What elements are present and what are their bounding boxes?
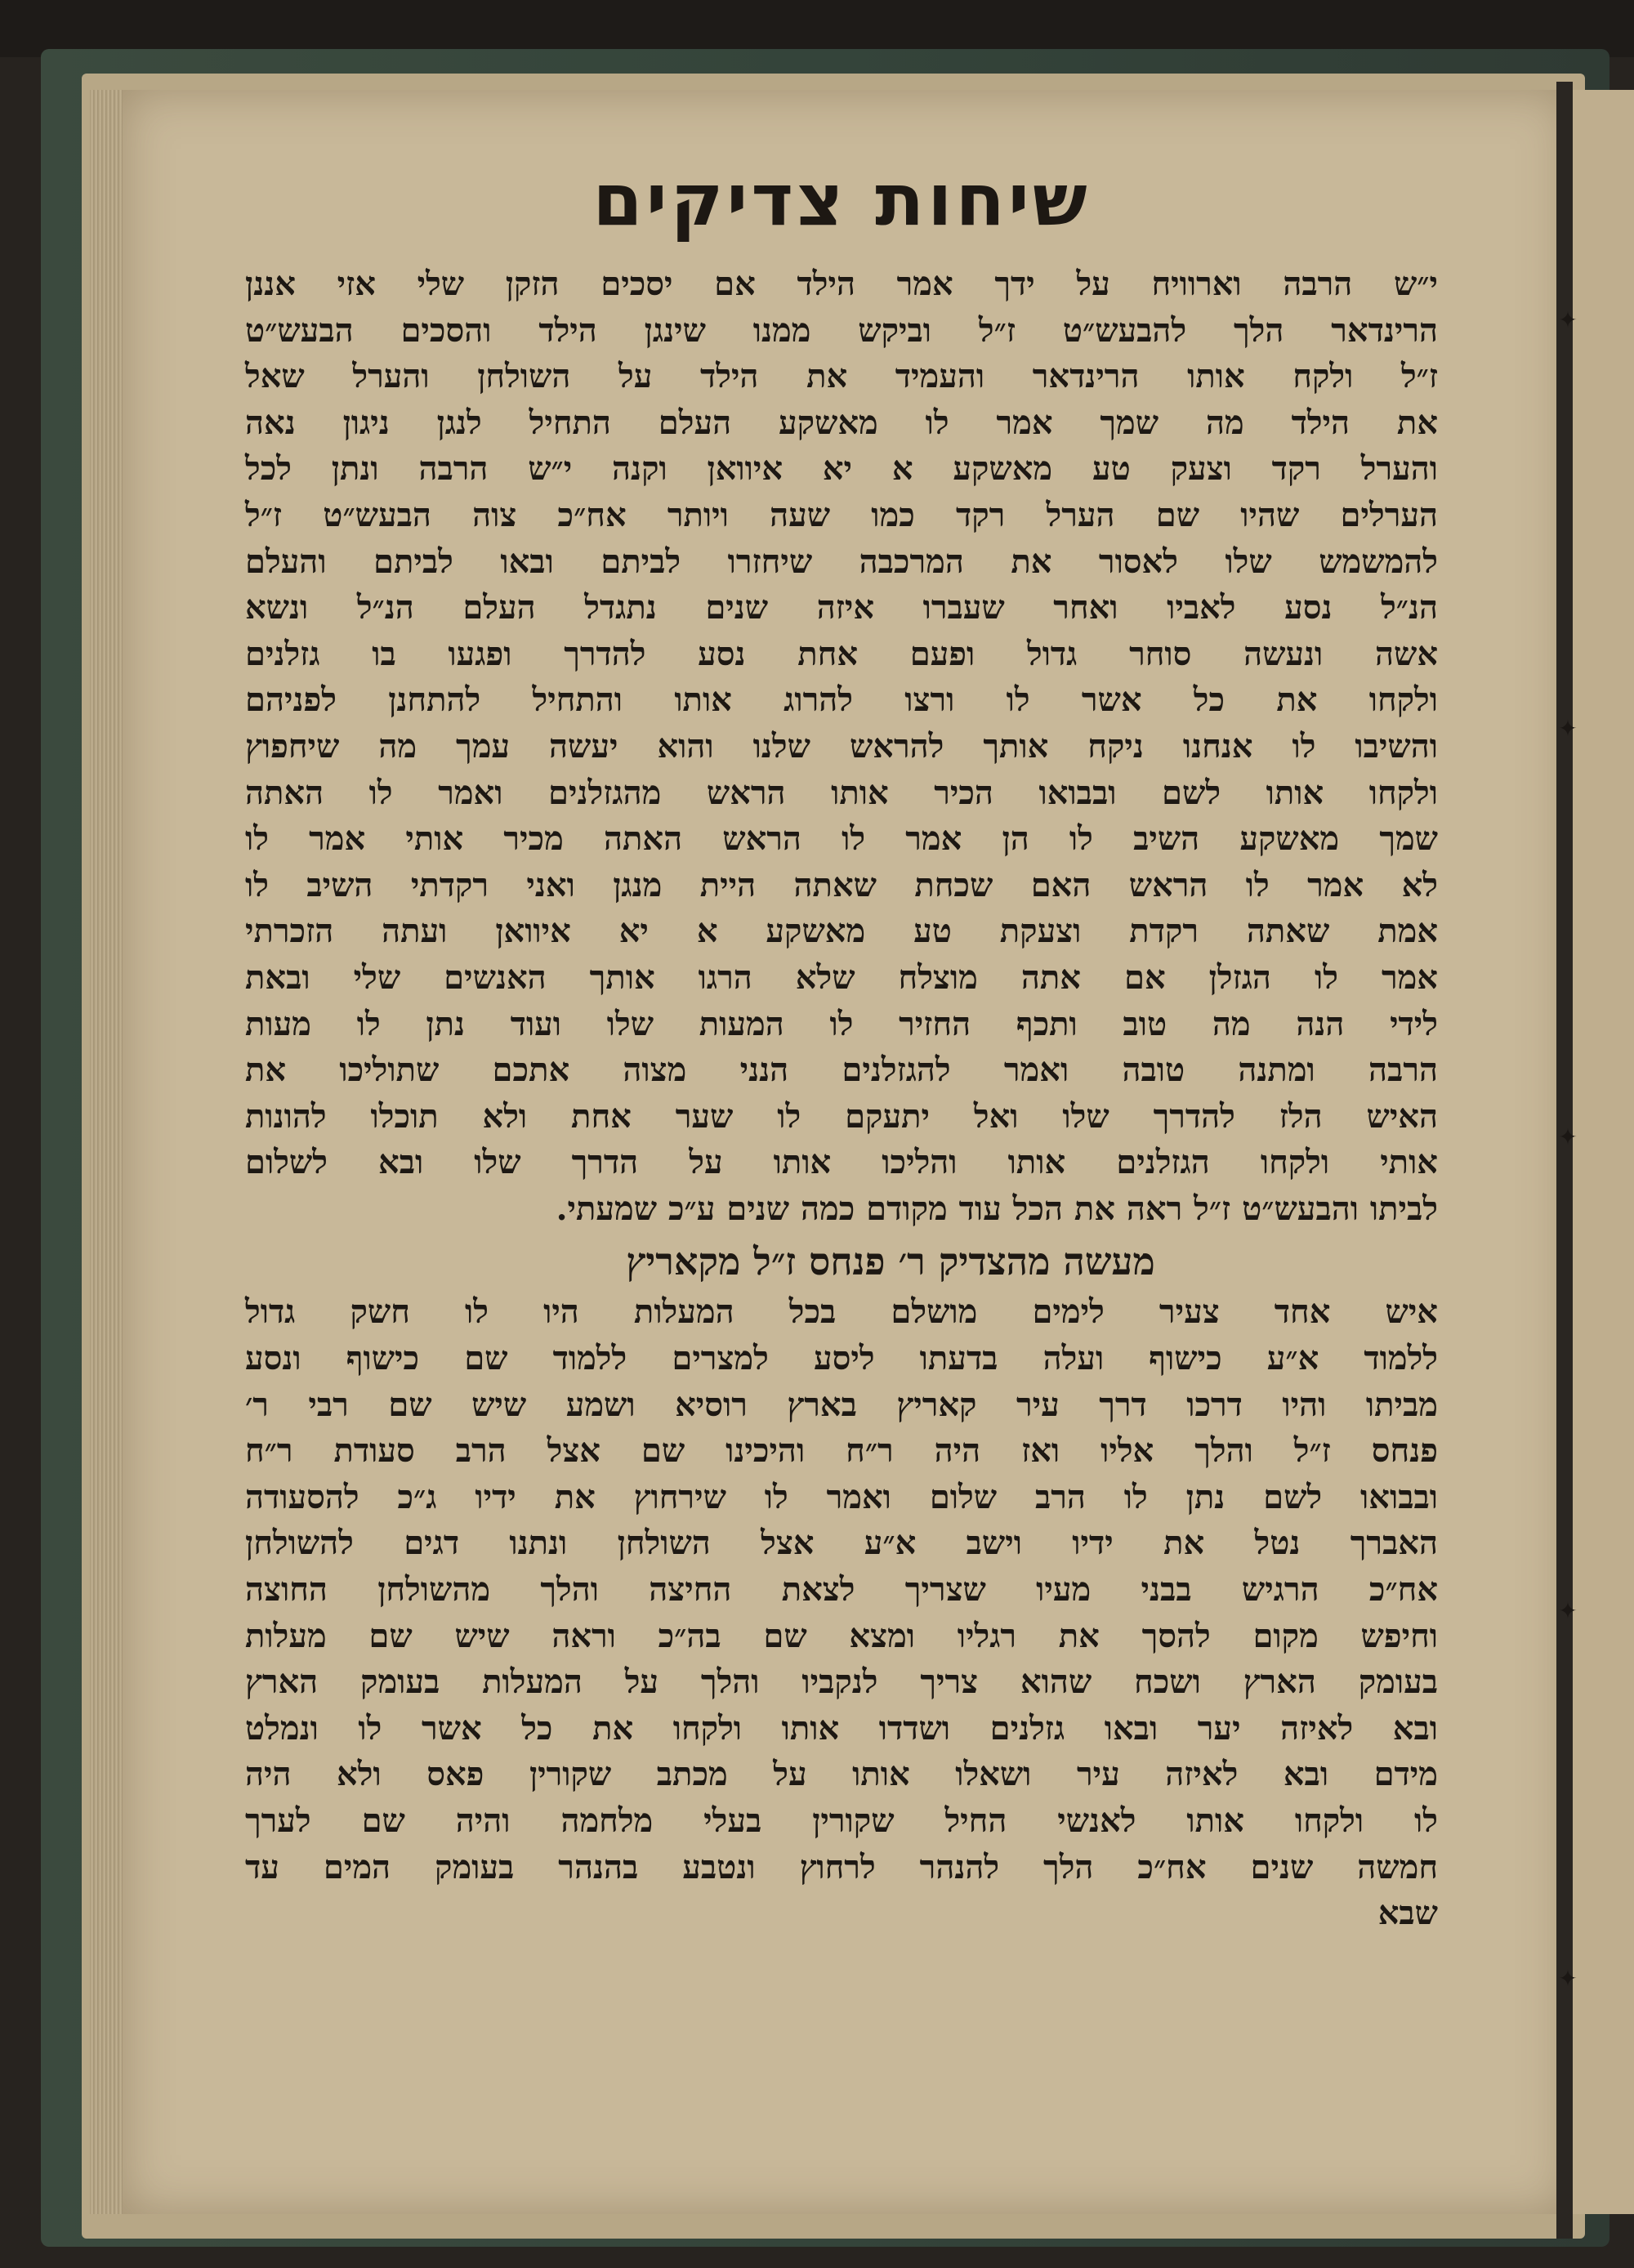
text-line: מידם ובא לאיזה עיר ושאלו אותו על מכתב שקורין פאס ולא היה	[245, 1755, 1438, 1794]
binding-thread-mark: ✦	[1558, 306, 1578, 333]
text-line: ובא לאיזה יער ובאו גזלנים ושדדו אותו ולקחו את כל אשר לו ונמלט	[245, 1708, 1438, 1748]
text-line: פנחס ז״ל והלך אליו ואז היה ר״ח והיכינו שם אצל הרב סעודת ר״ח	[245, 1431, 1438, 1471]
text-line: ז״ל ולקח אותו הרינדאר והעמיד את הילד על השולחן והערל שאל	[245, 357, 1438, 396]
text-line: מביתו והיו דרכו דרך עיר קאריץ בארץ רוסיא ושמע שיש שם רבי ר׳	[245, 1385, 1438, 1424]
text-line: אמר לו הגזלן אם אתה מוצלח שלא הרגו אותך האנשים שלי ובאת	[245, 958, 1438, 997]
text-line: את הילד מה שמך אמר לו מאשקע העלם התחיל לנגן ניגון נאה	[245, 403, 1438, 442]
text-line: לא אמר לו הראש האם שכחת שאתה היית מנגן ואני רקדתי השיב לו	[245, 865, 1438, 904]
text-line: אשה ונעשה סוחר גדול ופעם אחת נסע להדרך ופגעו בו גזלנים	[245, 634, 1438, 673]
text-line: לידי הנה מה טוב ותכף החזיר לו המעות שלו ועוד נתן לו מעות	[245, 1004, 1438, 1043]
text-line: י״ש הרבה וארוויח על ידך אמר הילד אם יסכים הזקן שלי אזי אננן	[245, 265, 1438, 303]
page-text	[245, 155, 1438, 1937]
text-line: לביתו והבעש״ט ז״ל ראה את הכל עוד מקודם כמה שנים ע״כ שמעתי.	[556, 1189, 1438, 1228]
text-line: הערלים שהיו שם הערל רקד כמו שעה ויותר אח״כ צוה הבעש״ט ז״ל	[245, 495, 1438, 534]
text-line: הנ״ל נסע לאביו ואחר שעברו איזה שנים נתגדל העלם הנ״ל ונשא	[245, 588, 1438, 627]
binding-thread-mark: ✦	[1558, 715, 1578, 742]
story-section-1	[245, 261, 1438, 1232]
text-line: איש אחד צעיר לימים מושלם בכל המעלות היו לו חשק גדול	[245, 1292, 1438, 1332]
page-edges	[90, 90, 123, 2214]
text-line: אותי ולקחו הגזלנים אותו והליכו אותו על הדרך שלו ובא לשלום	[245, 1143, 1438, 1182]
binding-thread-mark: ✦	[1558, 1597, 1578, 1624]
text-line: הרבה ומתנה טובה ואמר להגזלנים הנני מצוה אתכם שתוליכו את	[245, 1051, 1438, 1090]
text-line: להמשמש שלו לאסור את המרכבה שיחזרו לביתם ובאו לביתם והעלם	[245, 542, 1438, 581]
binding-thread-mark: ✦	[1558, 1123, 1578, 1150]
binding-thread-mark: ✦	[1558, 1965, 1578, 1992]
book-gutter	[1556, 82, 1573, 2239]
facing-page-edge	[1573, 90, 1634, 2214]
text-line: האברך נטל את ידיו וישב א״ע אצל השולחן ונתנו דגים להשולחן	[245, 1524, 1438, 1563]
text-line: שמך מאשקע השיב לו הן אמר לו הראש האתה מכיר אותי אמר לו	[245, 819, 1438, 859]
text-line: האיש הלז להדרך שלו ואל יתעקם לו שער אחת ולא תוכלו להונות	[245, 1096, 1438, 1136]
text-line: והשיבו לו אנחנו ניקח אותך להראש שלנו והוא יעשה עמך מה שיחפוץ	[245, 726, 1438, 766]
text-line: לו ולקחו אותו לאנשי החיל שקורין בעלי מלחמה והיה שם לערך	[245, 1801, 1438, 1840]
text-line: חמשה שנים אח״כ הלך להנהר לרחוץ ונטבע בהנהר בעומק המים עד	[245, 1847, 1438, 1886]
text-line: ולקחו את כל אשר לו ורצו להרוג אותו והתחיל להתחנן לפניהם	[245, 681, 1438, 720]
text-line: ובבואו לשם נתן לו הרב שלום ואמר לו שירחוץ את ידיו ג״כ להסעודה	[245, 1477, 1438, 1516]
text-line: ללמוד א״ע כישוף ועלה בדעתו ליסע למצרים ללמוד שם כישוף ונסע	[245, 1339, 1438, 1378]
page-title: שיחות צדיקים	[592, 158, 1091, 242]
text-line: והערל רקד וצעק טע מאשקע א יא איוואן וקנה י״ש הרבה ונתן לכל	[245, 449, 1438, 489]
text-line: וחיפש מקום להסך את רגליו ומצא שם בה״כ וראה שיש שם מעלות	[245, 1616, 1438, 1655]
text-line: שבא	[1377, 1894, 1438, 1933]
text-line: אח״כ הרגיש בבני מעיו שצריך לצאת החיצה והלך מהשולחן החוצה	[245, 1570, 1438, 1609]
story-section-2	[245, 1289, 1438, 1936]
text-line: אמת שאתה רקדת וצעקת טע מאשקע א יא איוואן ועתה הזכרתי	[245, 912, 1438, 951]
text-line: הרינדאר הלך להבעש״ט ז״ל וביקש ממנו שינגן הילד והסכים הבעש״ט	[245, 310, 1438, 350]
section-heading: מעשה מהצדיק ר׳ פנחס ז״ל מקאריץ	[626, 1239, 1155, 1284]
text-line: בעומק הארץ ושכח שהוא צריך לנקביו והלך על המעלות בעומק הארץ	[245, 1663, 1438, 1702]
text-line: ולקחו אותו לשם ובבואו הכיר אותו הראש מהגזלנים ואמר לו האתה	[245, 773, 1438, 812]
